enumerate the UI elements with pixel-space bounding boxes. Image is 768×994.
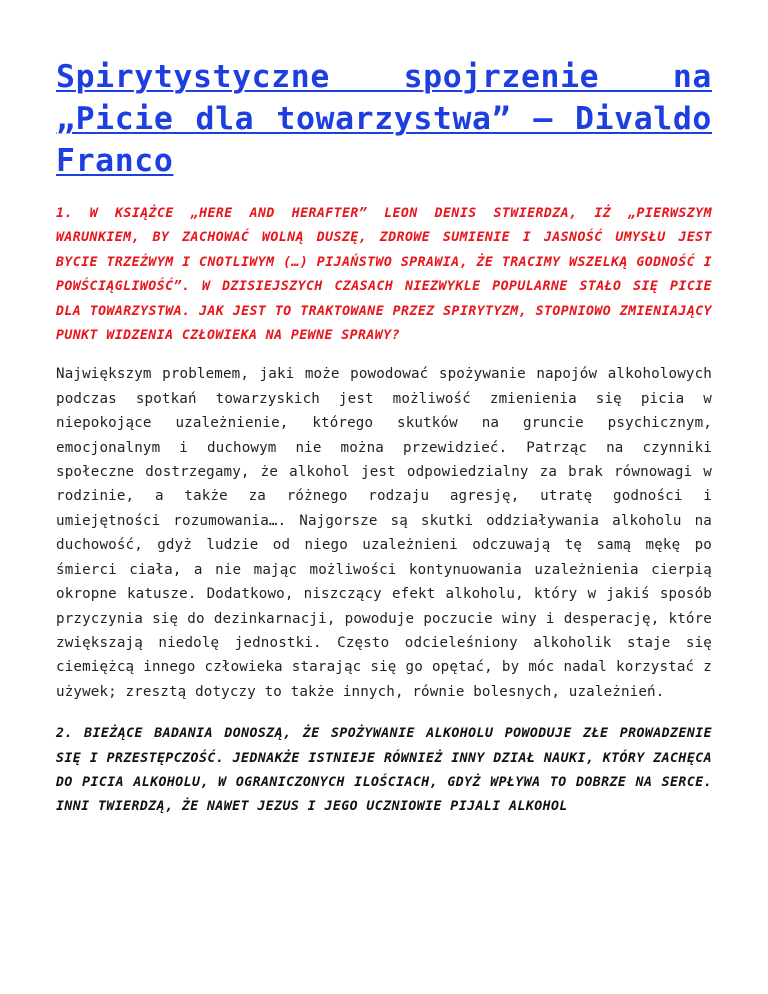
- answer-1: Największym problemem, jaki może powodować spożywanie napojów alkoholowych podczas spotkań towarzyskich jest możliwość zmienienia się picia w niepokojące uzależnienie, którego skutków na gruncie psychicznym, emocjonalnym i duchowym nie można przewidzieć. Patrząc na czynniki społeczne dostrzegamy, że alkohol jest odpowiedzialny za brak równowagi w rodzinie, a także za różnego rodzaju agresję, utratę godności i umiejętności rozumowania…. Najgorsze są skutki oddziaływania alkoholu na duchowość, gdyż ludzie od niego uzależnieni odczuwają tę samą mękę po śmierci ciała, a nie mając możliwości kontynuowania uzależnienia cierpią okropne katusze. Dodatkowo, niszczący efekt alkoholu, który w jakiś sposób przyczynia się do dezinkarnacji, powoduje poczucie winy i desperację, które zwiększają niedolę jednostki. Często odcieleśniony alkoholik staje się ciemiężcą innego człowieka starając się go opętać, by móc nadal korzystać z używek; zresztą dotyczy to także innych, równie bolesnych, uzależnień.: [56, 366, 712, 700]
- question-2: 2. BIEŻĄCE BADANIA DONOSZĄ, ŻE SPOŻYWANIE ALKOHOLU POWODUJE ZŁE PROWADZENIE SIĘ I PRZESTĘPCZOŚĆ. JEDNAKŻE ISTNIEJE RÓWNIEŻ INNY DZIAŁ NAUKI, KTÓRY ZACHĘCA DO PICIA ALKOHOLU, W OGRANICZONYCH ILOŚCIACH, GDYŻ WPŁYWA TO DOBRZE NA SERCE. INNI TWIERDZĄ, ŻE NAWET JEZUS I JEGO UCZNIOWIE PIJALI ALKOHOL: [56, 726, 712, 815]
- article-title-link[interactable]: Spirytystyczne spojrzenie na „Picie dla towarzystwa” – Divaldo Franco: [56, 59, 712, 179]
- question-1: 1. W KSIĄŻCE „HERE AND HERAFTER” LEON DENIS STWIERDZA, IŻ „PIERWSZYM WARUNKIEM, BY ZACHOWAĆ WOLNĄ DUSZĘ, ZDROWE SUMIENIE I JASNOŚĆ UMYSŁU JEST BYCIE TRZEŹWYM I CNOTLIWYM (…) PIJAŃSTWO SPRAWIA, ŻE TRACIMY WSZELKĄ GODNOŚĆ I POWŚCIĄGLIWOŚĆ”. W DZISIEJSZYCH CZASACH NIEZWYKLE POPULARNE STAŁO SIĘ PICIE DLA TOWARZYSTWA. JAK JEST TO TRAKTOWANE PRZEZ SPIRYTYZM, STOPNIOWO ZMIENIAJĄCY PUNKT WIDZENIA CZŁOWIEKA NA PEWNE SPRAWY?: [56, 206, 712, 344]
- article: [56, 56, 712, 820]
- article-title: [56, 56, 712, 182]
